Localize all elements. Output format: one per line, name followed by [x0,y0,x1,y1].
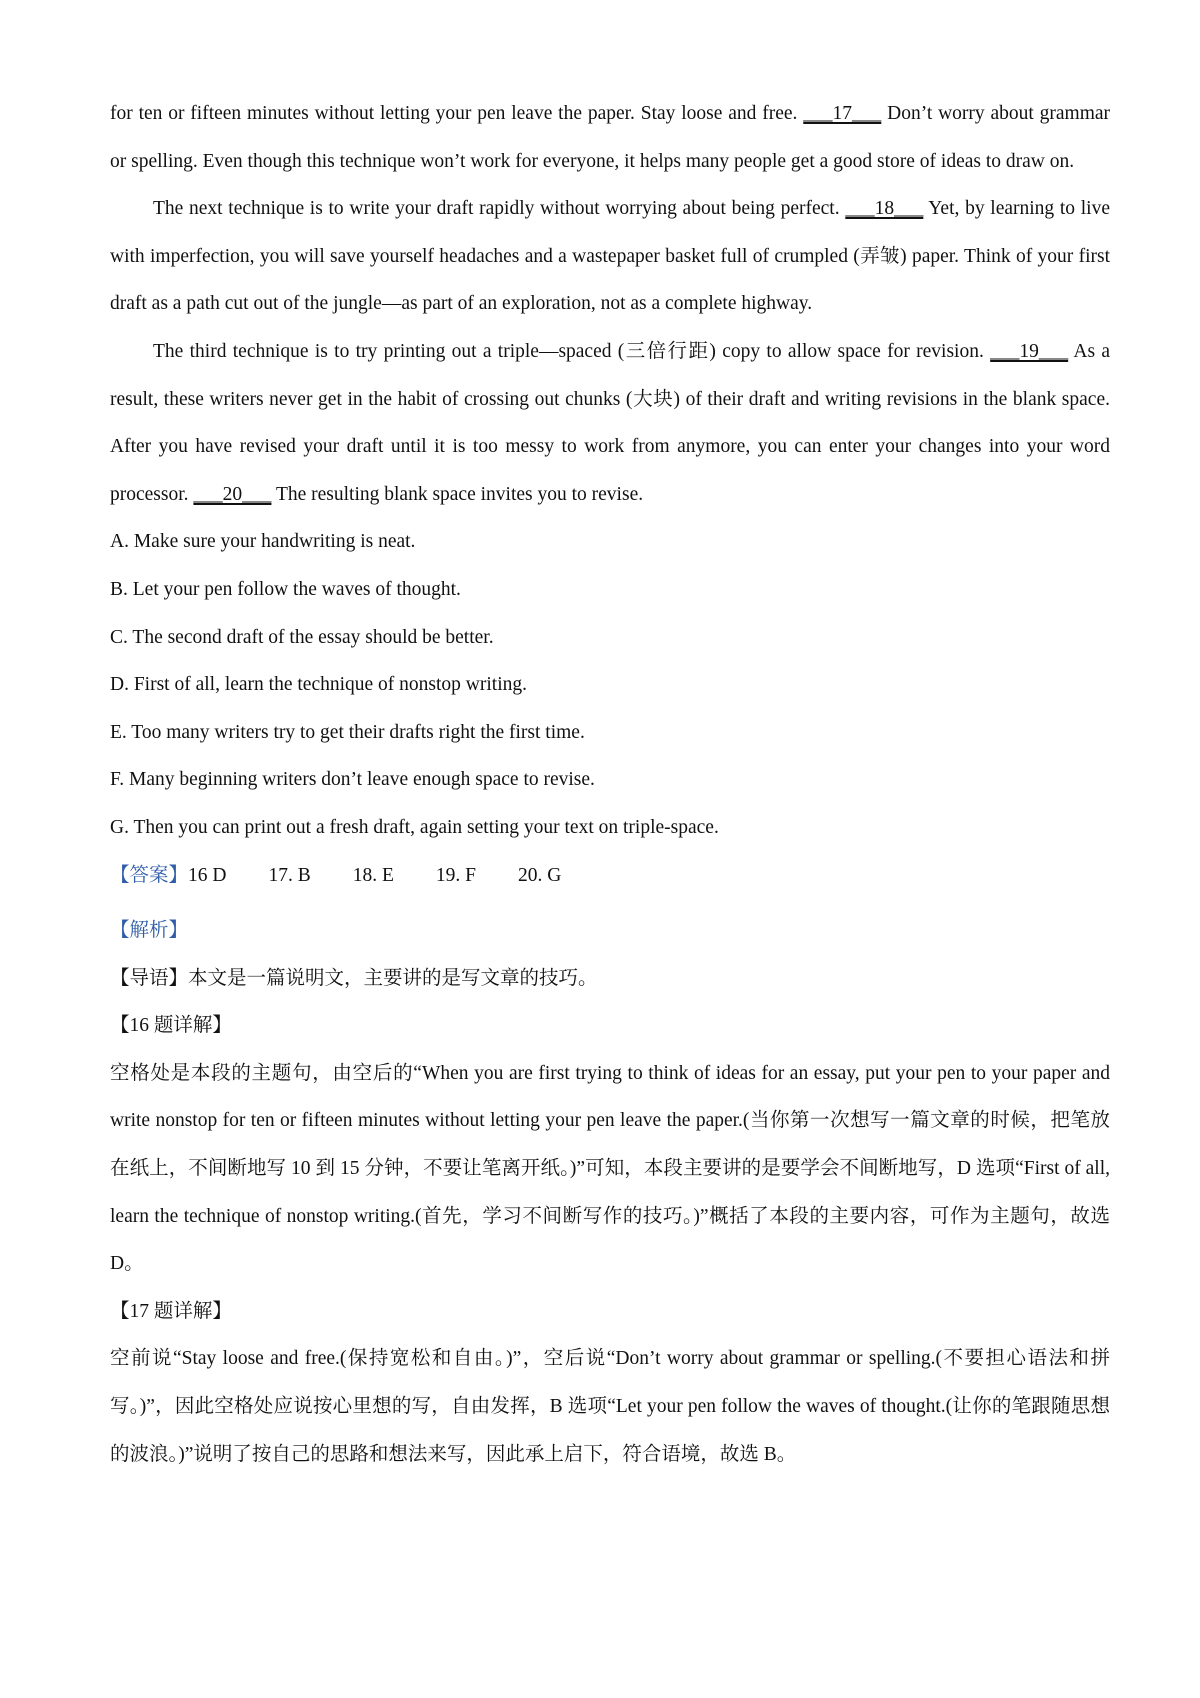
answer-19: 19. F [435,864,477,886]
answer-20: 20. G [518,864,562,886]
answer-17: 17. B [268,864,311,886]
option-d: D. First of all, learn the technique of nonstop writing. [110,674,528,696]
option-c: C. The second draft of the essay should be better. [110,626,494,648]
passage-paragraph-3 [110,328,1110,518]
p2-text-after: Yet, by learning to live with imperfection, you will save yourself headaches and a wastepaper basket full of crumpled (弄皱) paper. Think of your first draft as a path cut out of the jungle—as part of an exploration, not as a complete highway. [110,198,1110,315]
q17-title: 【17 题详解】 [110,1300,232,1322]
q16-title: 【16 题详解】 [110,1015,232,1037]
blank-18: ___18___ [845,198,924,220]
option-g: G. Then you can print out a fresh draft, again setting your text on triple-space. [110,816,719,838]
answer-line [110,852,1110,900]
p2-text-before: The next technique is to write your draft rapidly without worrying about being perfect. [153,198,840,220]
answer-18: 18. E [352,864,394,886]
option-e: E. Too many writers try to get their drafts right the first time. [110,721,585,743]
p3-text-middle: As a result, these writers never get in the habit of crossing out chunks (大块) of their draft and writing revisions in the blank space. After you have revised your draft until it is too messy to work from anymore, you can enter your changes into your word processor. [110,340,1111,505]
p1-text-after: Don’t worry about grammar or spelling. Even though this technique won’t work for everyone, it helps many people get a good store of ideas to draw on. [110,103,1111,172]
q16-explanation: 空格处是本段的主题句，由空后的“When you are first trying to think of ideas for an essay, put your pen to your paper and write nonstop for ten or fifteen minutes without letting your pen leave the paper.(当你第一次想写一篇文章的时候，把笔放在纸上，不间断地写 10 到 15 分钟，不要让笔离开纸。)”可知，本段主要讲的是要学会不间断地写，D 选项“First of all, learn the technique of nonstop writing.(首先，学习不间断写作的技巧。)”概括了本段的主要内容，可作为主题句，故选 D。 [110,1062,1110,1275]
option-a: A. Make sure your handwriting is neat. [110,531,416,553]
p3-text-after: The resulting blank space invites you to revise. [275,483,644,505]
option-f: F. Many beginning writers don’t leave enough space to revise. [110,769,595,791]
passage-paragraph-1 [110,90,1110,185]
blank-19: ___19___ [990,340,1069,362]
q17-explanation: 空前说“Stay loose and free.(保持宽松和自由。)”，空后说“Don’t worry about grammar or spelling.(不要担心语法和拼写。)”，因此空格处应说按心里想的写，自由发挥，B 选项“Let your pen follow the waves of thought.(让你的笔跟随思想的波浪。)”说明了按自己的思路和想法来写，因此承上启下，符合语境，故选 B。 [110,1348,1110,1465]
blank-20: ___20___ [193,483,272,505]
document-page [110,90,1110,1478]
p1-text-before: for ten or fifteen minutes without letting your pen leave the paper. Stay loose and free. [110,103,798,124]
blank-17: ___17___ [803,103,882,124]
answer-16: 16 D [188,864,227,886]
passage-paragraph-2 [110,185,1110,328]
p3-text-before: The third technique is to try printing out a triple—spaced (三倍行距) copy to allow space for revision. [153,340,984,362]
option-b: B. Let your pen follow the waves of thought. [110,578,461,600]
answer-label: 【答案】 [110,864,189,886]
analysis-label: 【解析】 [110,920,189,942]
analysis-intro: 【导语】本文是一篇说明文，主要讲的是写文章的技巧。 [110,967,598,989]
